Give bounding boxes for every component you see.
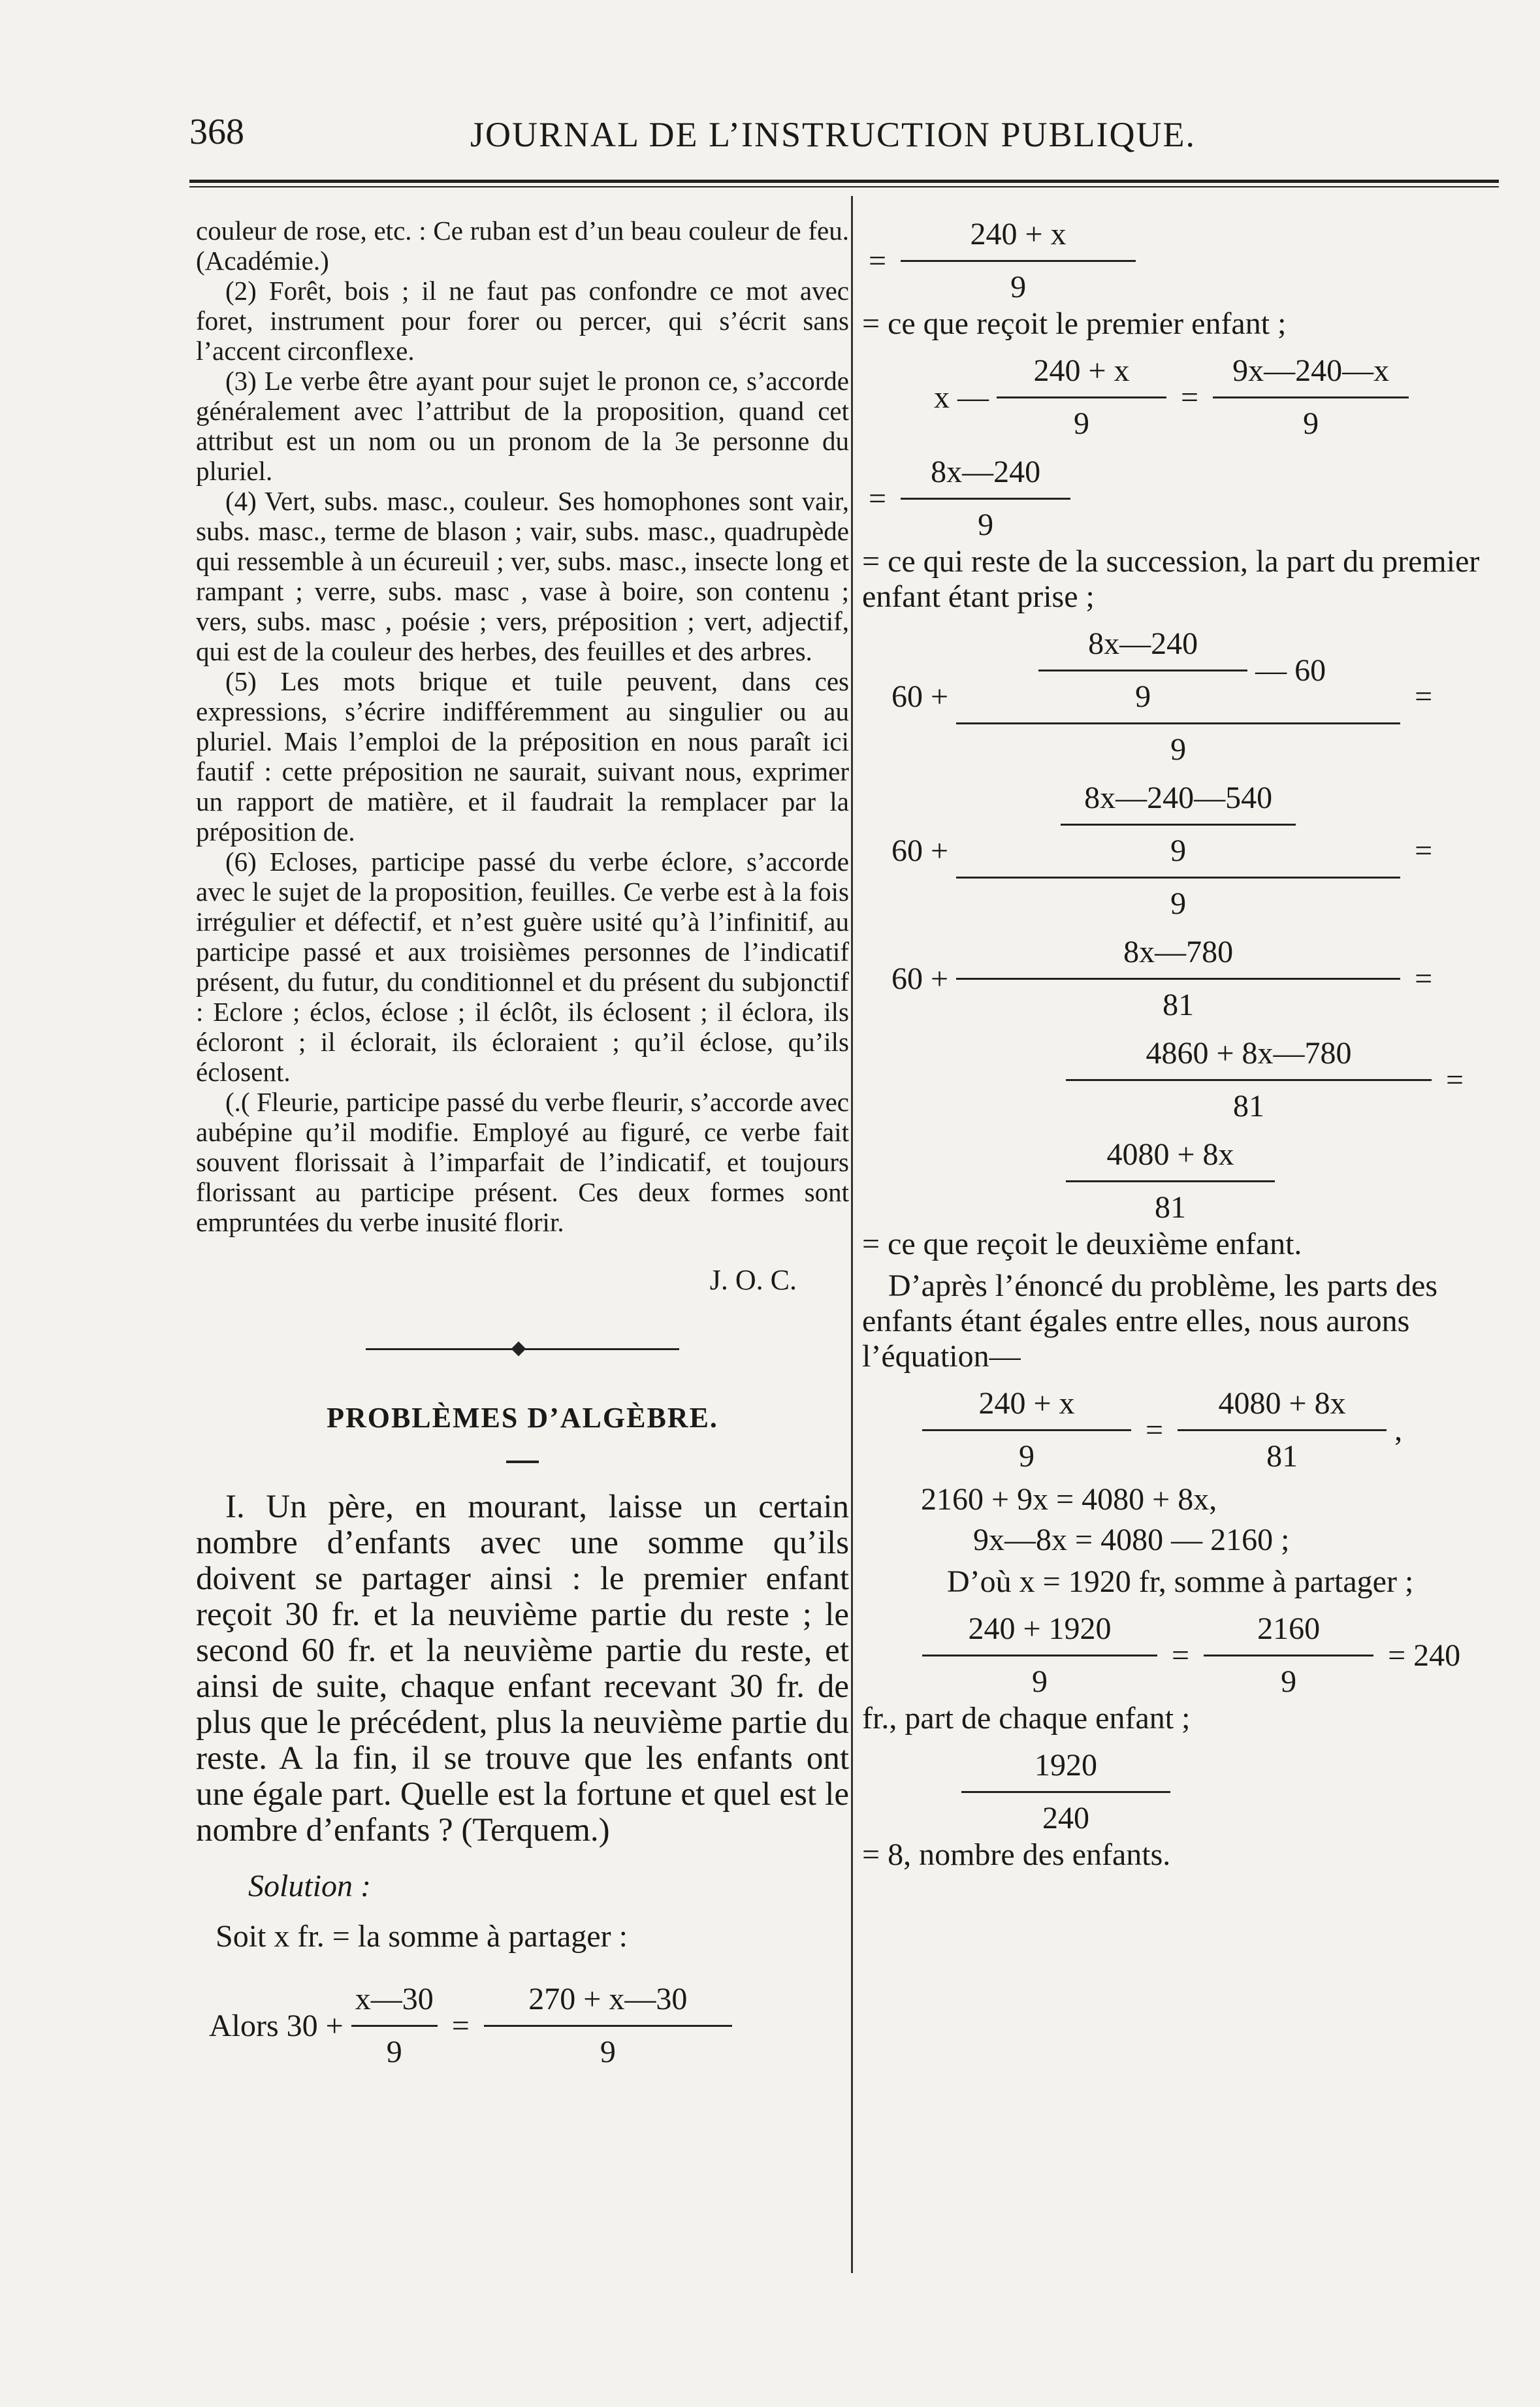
equation-r1-text: = ce que reçoit le premier enfant ;: [862, 306, 1287, 341]
equals-sign: =: [1446, 1062, 1464, 1097]
numerator: 4860 + 8x—780: [1146, 1036, 1352, 1071]
equals-sign: =: [1181, 380, 1199, 415]
denominator: 9: [1135, 679, 1151, 714]
solution-label: Solution :: [248, 1869, 371, 1903]
footnote-6: (6) Ecloses, participe passé du verbe éclore, s’accorde avec le sujet de la proposition, feuilles. Ce verbe est à la fois irrégulier et défectif, et n’est guère usité qu’à l’infinitif, au participe passé et aux troisièmes personnes de l’indicatif présent, du futur, du conditionnel et du présent du subjonctif : Eclore ; éclos, éclose ; il éclôt, ils éclosent ; il éclora, ils écloront ; il éclorait, ils écloraient ; qu’il éclose, qu’ils éclosent.: [196, 847, 849, 1087]
footnote-3: (3) Le verbe être ayant pour sujet le pronon ce, s’accorde généralement avec l’attribut de la proposition, quand cet attribut est un nom ou un pronom de la 3e personne du pluriel.: [196, 366, 849, 486]
denominator: 9: [1303, 406, 1319, 441]
denominator: 9: [1074, 406, 1089, 441]
equation-prefix: Alors 30 +: [209, 2008, 344, 2043]
denominator: 9: [1019, 1439, 1035, 1474]
left-column: [196, 216, 849, 2071]
equation-alors: [209, 1980, 849, 2071]
numerator: 8x—240—540: [1084, 781, 1273, 815]
numerator: 8x—240: [931, 455, 1041, 489]
equation-prefix: x —: [934, 380, 989, 415]
numerator: 4080 + 8x: [1106, 1137, 1234, 1172]
numerator: 240 + x: [1033, 353, 1130, 388]
equals-sign: =: [1146, 1412, 1164, 1447]
numerator: 8x—240: [1088, 626, 1198, 661]
numerator: 1920: [1035, 1748, 1097, 1783]
equation-line-2: 9x—8x = 4080 — 2160 ;: [973, 1523, 1290, 1557]
denominator: 9: [386, 2035, 402, 2069]
journal-title: JOURNAL DE L’INSTRUCTION PUBLIQUE.: [470, 115, 1196, 154]
compound-numerator: [1027, 625, 1330, 722]
fraction: [1204, 1610, 1373, 1701]
equation-r10-text: fr., part de chaque enfant ;: [862, 1701, 1191, 1736]
equation-r7: [862, 1035, 1502, 1125]
fraction: [1213, 352, 1409, 443]
fraction: [961, 1747, 1170, 1837]
title-dash: [506, 1461, 539, 1463]
denominator: 9: [1010, 270, 1027, 304]
denominator: 240: [1042, 1801, 1089, 1835]
column-divider: [851, 196, 853, 2273]
equation-r8-text: = ce que reçoit le deuxième enfant.: [862, 1227, 1302, 1261]
denominator: 9: [1032, 1664, 1048, 1699]
denominator: 81: [1163, 988, 1195, 1022]
problem-statement: I. Un père, en mourant, laisse un certain nombre d’enfants avec une somme qu’ils doivent se partager ainsi : le premier enfant reçoit 30 fr. et la neuvième partie du reste ; le second 60 fr. et la neuvième partie du reste, et ainsi de suite, chaque enfant recevant 30 fr. de plus que le précédent, plus la neuvième partie du reste. A la fin, il se trouve que les enfants ont une égale part. Quelle est la fortune et quel est le nombre d’enfants ? (Terquem.): [196, 1489, 849, 1849]
right-column: [862, 216, 1502, 1873]
equals-sign: =: [869, 243, 887, 278]
numerator: 2160: [1257, 1611, 1321, 1646]
fraction: [922, 1385, 1131, 1476]
equation-prefix: 60 +: [891, 961, 949, 996]
compound-fraction: [956, 779, 1400, 923]
equation-r11-text: = 8, nombre des enfants.: [862, 1837, 1171, 1872]
equation-r3: [862, 453, 1502, 544]
numerator: 9x—240—x: [1232, 353, 1390, 388]
equation-prefix: 60 +: [891, 833, 949, 868]
equals-sign: =: [869, 481, 887, 516]
fraction: [1066, 1035, 1432, 1125]
minus-term: — 60: [1255, 653, 1326, 688]
equation-prefix: 60 +: [891, 679, 949, 714]
page-number: 368: [189, 112, 244, 152]
ornament-divider: [366, 1342, 679, 1355]
equals-sign: =: [1415, 679, 1433, 714]
equation-r1: [862, 216, 1502, 306]
equation-r6: [862, 933, 1502, 1024]
fraction: [901, 216, 1136, 306]
numerator: 8x—780: [1123, 935, 1234, 969]
equation-result: = 240: [1388, 1638, 1461, 1673]
section-title: PROBLÈMES D’ALGÈBRE.: [327, 1402, 718, 1434]
footnote-1: couleur de rose, etc. : Ce ruban est d’un beau couleur de feu. (Académie.): [196, 216, 849, 276]
denominator: 9: [1281, 1664, 1297, 1699]
footnote-4: (4) Vert, subs. masc., couleur. Ses homophones sont vair, subs. masc., terme de blason ; vair, subs. masc., quadrupède qui ressemble à un écureuil ; ver, subs. masc., insecte long et rampant ; verre, subs. masc , vase à boire, son contenu ; vers, subs. masc , poésie ; vers, préposition ; vert, adjectif, qui est de la couleur des herbes, des feuilles et des arbres.: [196, 486, 849, 666]
denominator: 9: [1170, 886, 1187, 921]
denominator: 81: [1266, 1439, 1298, 1474]
fraction: [997, 352, 1166, 443]
inner-fraction: [1061, 779, 1296, 870]
numerator: 240 + x: [978, 1386, 1075, 1421]
equation-line-3: D’où x = 1920 fr, somme à partager ;: [947, 1564, 1414, 1599]
equation-r10: [862, 1610, 1502, 1701]
equation-r8: [862, 1136, 1502, 1227]
equation-r11: [862, 1747, 1502, 1837]
signature: J. O. C.: [709, 1264, 797, 1296]
equation-r5: [862, 779, 1502, 923]
equation-r4: [862, 625, 1502, 769]
numerator: 270 + x—30: [528, 1982, 688, 2016]
fraction: [922, 1610, 1157, 1701]
footnote-2: (2) Forêt, bois ; il ne faut pas confondre ce mot avec foret, instrument pour forer ou percer, qui s’écrit sans l’accent circonflexe.: [196, 276, 849, 366]
page-header: [189, 98, 1247, 163]
equation-line-1: 2160 + 9x = 4080 + 8x,: [921, 1482, 1217, 1517]
solution-line: Soit x fr. = la somme à partager :: [216, 1919, 628, 1954]
trailing-comma: ,: [1394, 1412, 1403, 1447]
denominator: 9: [1170, 833, 1187, 868]
header-rule: [189, 180, 1499, 187]
fraction: [1066, 1136, 1275, 1227]
fraction: [484, 1980, 732, 2071]
numerator: 240 + x: [970, 217, 1067, 251]
fraction: [901, 453, 1070, 544]
fraction: [1178, 1385, 1387, 1476]
denominator: 9: [1170, 732, 1187, 767]
compound-fraction: [956, 625, 1400, 769]
compound-numerator: [1049, 779, 1307, 877]
fraction: [351, 1980, 438, 2071]
equals-sign: =: [451, 2008, 470, 2043]
equals-sign: =: [1415, 961, 1433, 996]
footnote-5: (5) Les mots brique et tuile peuvent, dans ces expressions, s’écrire indifféremment au singulier ou au pluriel. Mais l’emploi de la préposition en nous paraît ici fautif : cette préposition ne saurait, suivant nous, exprimer un rapport de matière, et il faudrait la remplacer par la préposition de.: [196, 666, 849, 847]
numerator: x—30: [355, 1982, 434, 2016]
equation-r3-text: = ce qui reste de la succession, la part du premier enfant étant prise ;: [862, 544, 1480, 614]
equals-sign: =: [1172, 1638, 1190, 1673]
denominator: 81: [1233, 1089, 1264, 1123]
equation-r2: [862, 352, 1502, 443]
inner-fraction: [1038, 625, 1247, 716]
denominator: 9: [978, 508, 994, 542]
footnote-7: (.( Fleurie, participe passé du verbe fleurir, s’accorde avec aubépine qu’il modifie. Employé au figuré, ce verbe fait souvent florissait à l’imparfait de l’indicatif, et toujours florissant au participe présent. Ces deux formes sont empruntées du verbe inusité florir.: [196, 1087, 849, 1237]
equals-sign: =: [1415, 833, 1433, 868]
fraction: [956, 933, 1400, 1024]
numerator: 4080 + 8x: [1218, 1386, 1346, 1421]
denominator: 9: [600, 2035, 616, 2069]
ornament-diamond-icon: [511, 1342, 526, 1357]
denominator: 81: [1155, 1190, 1186, 1225]
equation-r9: [862, 1385, 1502, 1476]
equation-intro-paragraph: D’après l’énoncé du problème, les parts des enfants étant égales entre elles, nous aurons l’équation—: [862, 1268, 1438, 1374]
numerator: 240 + 1920: [968, 1611, 1112, 1646]
